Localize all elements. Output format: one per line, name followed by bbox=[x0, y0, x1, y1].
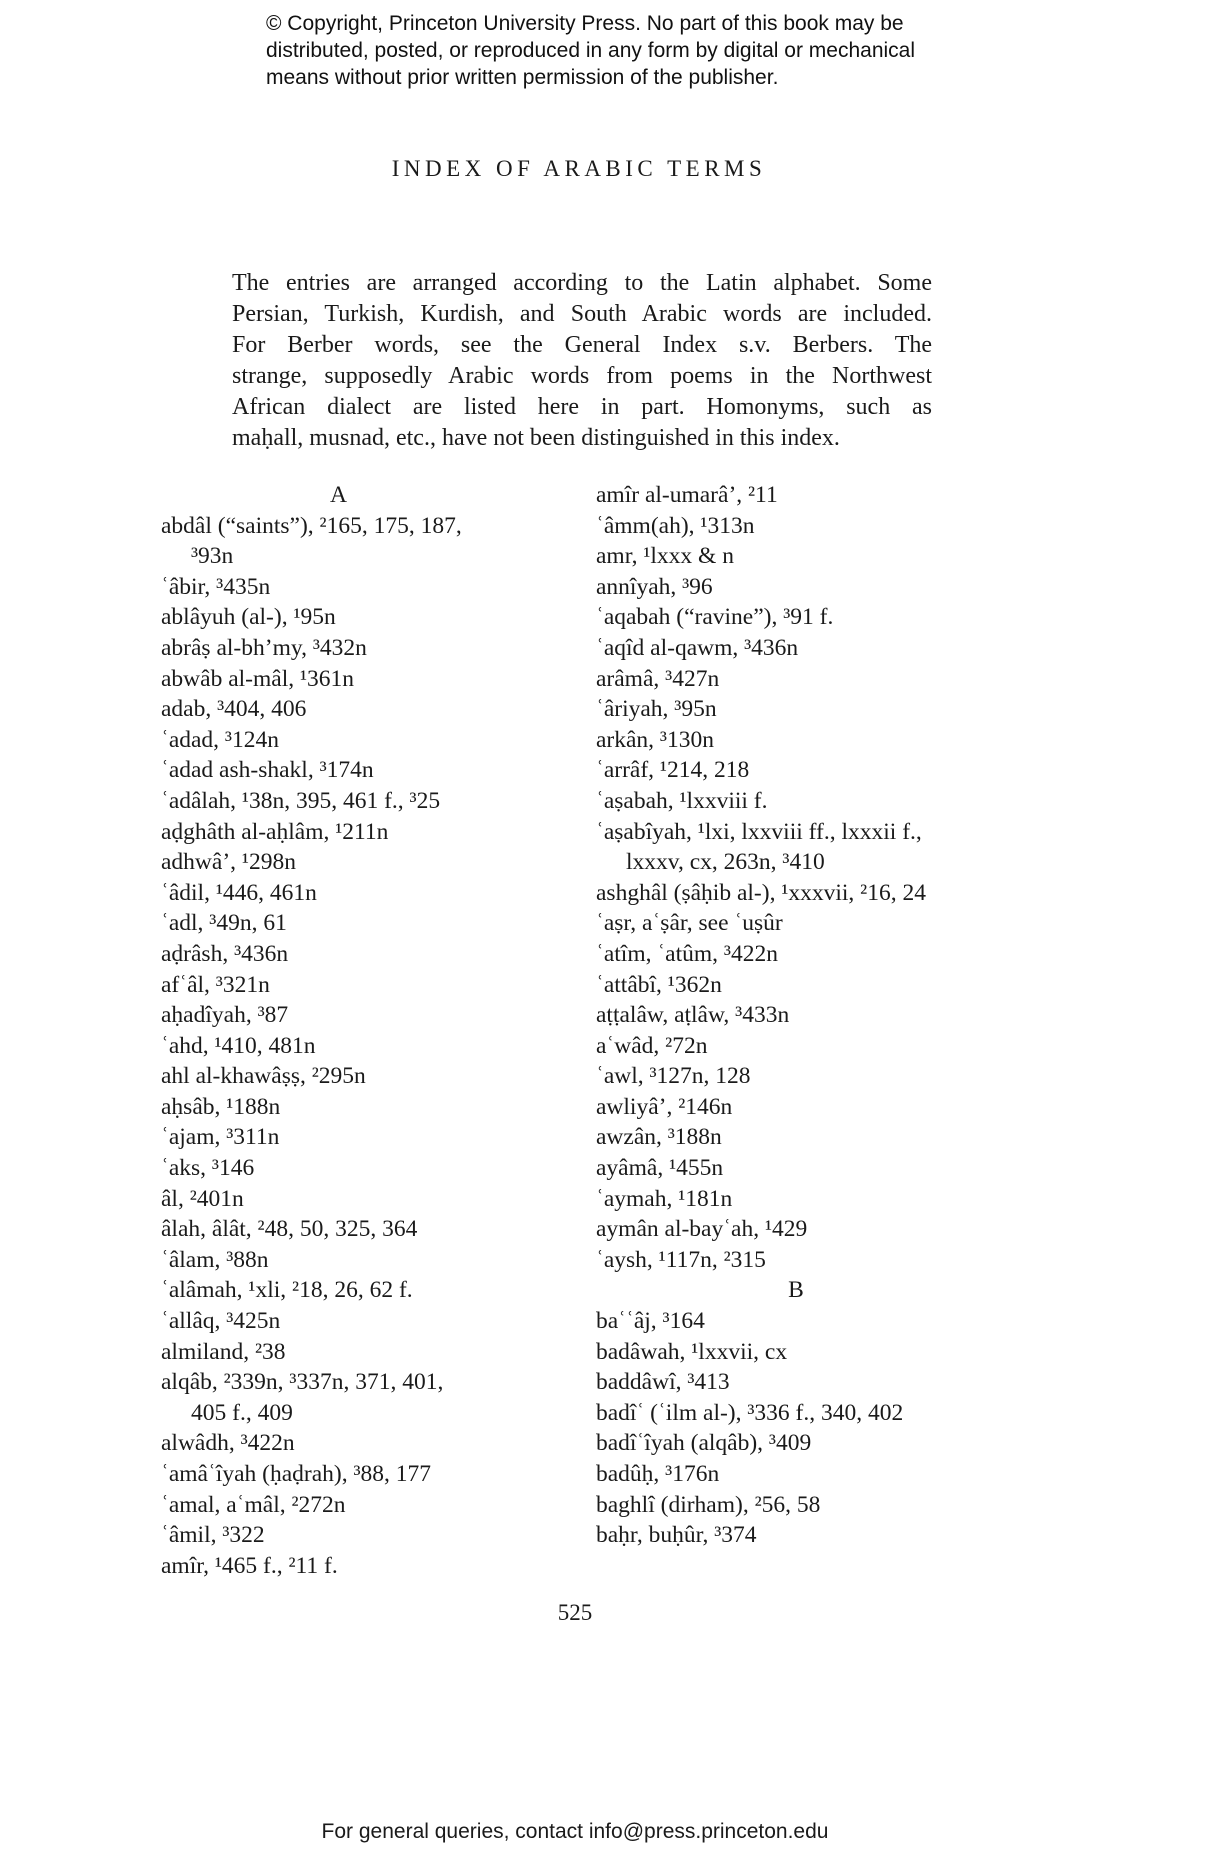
intro-line: African dialect are listed here in part. Homonyms, such as bbox=[232, 393, 932, 420]
index-entry: baddâwî, ³413 bbox=[596, 1369, 730, 1396]
index-entry: ʿadad ash-shakl, ³174n bbox=[161, 757, 374, 784]
index-entry: ahl al-khawâṣṣ, ²295n bbox=[161, 1063, 366, 1090]
index-entry: ablâyuh (al-), ¹95n bbox=[161, 604, 336, 631]
index-entry: baḥr, buḥûr, ³374 bbox=[596, 1522, 757, 1549]
index-entry: afʿâl, ³321n bbox=[161, 971, 270, 998]
footer-contact: For general queries, contact info@press.princeton.edu bbox=[321, 1820, 829, 1843]
index-entry: ʿaysh, ¹117n, ²315 bbox=[596, 1246, 766, 1273]
index-column-left bbox=[161, 480, 566, 1581]
index-entry: abdâl (“saints”), ²165, 175, 187, bbox=[161, 512, 462, 539]
index-entry: badîʿ (ʿilm al-), ³336 f., 340, 402 bbox=[596, 1399, 904, 1426]
index-entry: amîr, ¹465 f., ²11 f. bbox=[161, 1552, 338, 1579]
index-entry: abrâṣ al-bh’my, ³432n bbox=[161, 634, 367, 661]
index-entry: ʿadl, ³49n, 61 bbox=[161, 910, 287, 937]
index-entry: aḥsâb, ¹188n bbox=[161, 1093, 281, 1120]
index-entry: ʿâriyah, ³95n bbox=[596, 696, 717, 723]
index-entry: ʿawl, ³127n, 128 bbox=[596, 1063, 751, 1090]
index-entry: ʿamal, aʿmâl, ²272n bbox=[161, 1491, 346, 1518]
page-number: 525 bbox=[557, 1600, 593, 1625]
index-entry: ʿahd, ¹410, 481n bbox=[161, 1032, 316, 1059]
index-entry: awliyâ’, ²146n bbox=[596, 1093, 733, 1120]
index-entry: ʿâmil, ³322 bbox=[161, 1522, 265, 1549]
page-title: INDEX OF ARABIC TERMS bbox=[391, 156, 767, 181]
index-entry: badîʿîyah (alqâb), ³409 bbox=[596, 1430, 812, 1457]
index-entry: ʿajam, ³311n bbox=[161, 1124, 280, 1151]
intro-line: strange, supposedly Arabic words from poems in the Northwest bbox=[232, 362, 932, 389]
index-entry: badâwah, ¹lxxvii, cx bbox=[596, 1338, 788, 1365]
index-entry: ʿaks, ³146 bbox=[161, 1155, 255, 1182]
index-entry: ʿatîm, ʿatûm, ³422n bbox=[596, 940, 778, 967]
index-entry: awzân, ³188n bbox=[596, 1124, 722, 1151]
intro-line: The entries are arranged according to the Latin alphabet. Some bbox=[232, 270, 932, 296]
copyright-line: means without prior written permission of the publisher. bbox=[266, 66, 779, 89]
index-entry: badûḥ, ³176n bbox=[596, 1461, 720, 1487]
index-entry: ʿalâmah, ¹xli, ²18, 26, 62 f. bbox=[161, 1277, 413, 1304]
index-entry: alwâdh, ³422n bbox=[161, 1430, 295, 1457]
index-entry: baghlî (dirham), ²56, 58 bbox=[596, 1491, 821, 1518]
index-entry: ʿâbir, ³435n bbox=[161, 573, 271, 600]
intro-paragraph bbox=[232, 268, 932, 453]
index-entry-continuation: 405 f., 409 bbox=[191, 1399, 293, 1426]
index-entry: ʿaymah, ¹181n bbox=[596, 1185, 733, 1212]
index-entry: abwâb al-mâl, ¹361n bbox=[161, 665, 355, 692]
index-entry: ʿaqîd al-qawm, ³436n bbox=[596, 634, 799, 661]
index-letter-heading: A bbox=[330, 482, 347, 508]
index-entry: aḥadîyah, ³87 bbox=[161, 1002, 289, 1029]
intro-line: Persian, Turkish, Kurdish, and South Arabic words are included. bbox=[232, 300, 932, 327]
index-entry: ʿâlam, ³88n bbox=[161, 1246, 269, 1273]
index-entry: aḍrâsh, ³436n bbox=[161, 940, 289, 967]
index-entry-continuation: ³93n bbox=[191, 543, 234, 570]
index-entry: âlah, âlât, ²48, 50, 325, 364 bbox=[161, 1216, 418, 1243]
index-entry: adhwâ’, ¹298n bbox=[161, 849, 296, 876]
index-entry: baʿʿâj, ³164 bbox=[596, 1308, 705, 1335]
index-entry: alqâb, ²339n, ³337n, 371, 401, bbox=[161, 1369, 444, 1396]
index-entry: âl, ²401n bbox=[161, 1185, 244, 1212]
intro-line: maḥall, musnad, etc., have not been distinguished in this index. bbox=[232, 424, 840, 451]
index-entry: annîyah, ³96 bbox=[596, 573, 713, 600]
index-entry: ʿarrâf, ¹214, 218 bbox=[596, 757, 750, 784]
index-entry: ʿallâq, ³425n bbox=[161, 1308, 281, 1335]
index-entry: ʿaṣabîyah, ¹lxi, lxxviii ff., lxxxii f., bbox=[596, 818, 922, 845]
index-entry: ayâmâ, ¹455n bbox=[596, 1155, 724, 1182]
intro-line: For Berber words, see the General Index s.v. Berbers. The bbox=[232, 331, 932, 358]
index-entry: aymân al-bayʿah, ¹429 bbox=[596, 1216, 808, 1243]
index-entry: ʿâmm(ah), ¹313n bbox=[596, 512, 755, 539]
index-entry: amîr al-umarâ’, ²11 bbox=[596, 482, 778, 508]
index-entry: aʿwâd, ²72n bbox=[596, 1032, 708, 1059]
index-entry: aṭṭalâw, aṭlâw, ³433n bbox=[596, 1002, 790, 1029]
index-entry: aḍghâth al-aḥlâm, ¹211n bbox=[161, 818, 389, 845]
copyright-line: distributed, posted, or reproduced in any form by digital or mechanical bbox=[266, 39, 916, 62]
index-entry: adab, ³404, 406 bbox=[161, 696, 307, 723]
index-entry: ʿaṣabah, ¹lxxviii f. bbox=[596, 787, 768, 814]
index-entry: almiland, ²38 bbox=[161, 1338, 286, 1365]
index-entry: ʿaqabah (“ravine”), ³91 f. bbox=[596, 604, 834, 631]
index-column-right bbox=[596, 480, 1036, 1551]
index-entry: ʿâdil, ¹446, 461n bbox=[161, 879, 317, 906]
index-entry: ʿadad, ³124n bbox=[161, 726, 279, 753]
index-entry: ʿamâʿîyah (ḥaḍrah), ³88, 177 bbox=[161, 1461, 432, 1487]
copyright-line: © Copyright, Princeton University Press. No part of this book may be bbox=[266, 12, 904, 35]
index-entry-continuation: lxxxv, cx, 263n, ³410 bbox=[626, 849, 825, 876]
index-entry: ʿattâbî, ¹362n bbox=[596, 971, 722, 998]
index-entry: ʿadâlah, ¹38n, 395, 461 f., ³25 bbox=[161, 787, 441, 814]
index-letter-heading: B bbox=[788, 1277, 804, 1304]
copyright-notice bbox=[266, 10, 1026, 91]
index-entry: amr, ¹lxxx & n bbox=[596, 543, 734, 570]
index-entry: arâmâ, ³427n bbox=[596, 665, 720, 692]
index-entry: ashghâl (ṣâḥib al-), ¹xxxvii, ²16, 24 bbox=[596, 879, 926, 906]
index-entry: ʿaṣr, aʿṣâr, see ʿuṣûr bbox=[596, 910, 783, 937]
index-entry: arkân, ³130n bbox=[596, 726, 714, 753]
